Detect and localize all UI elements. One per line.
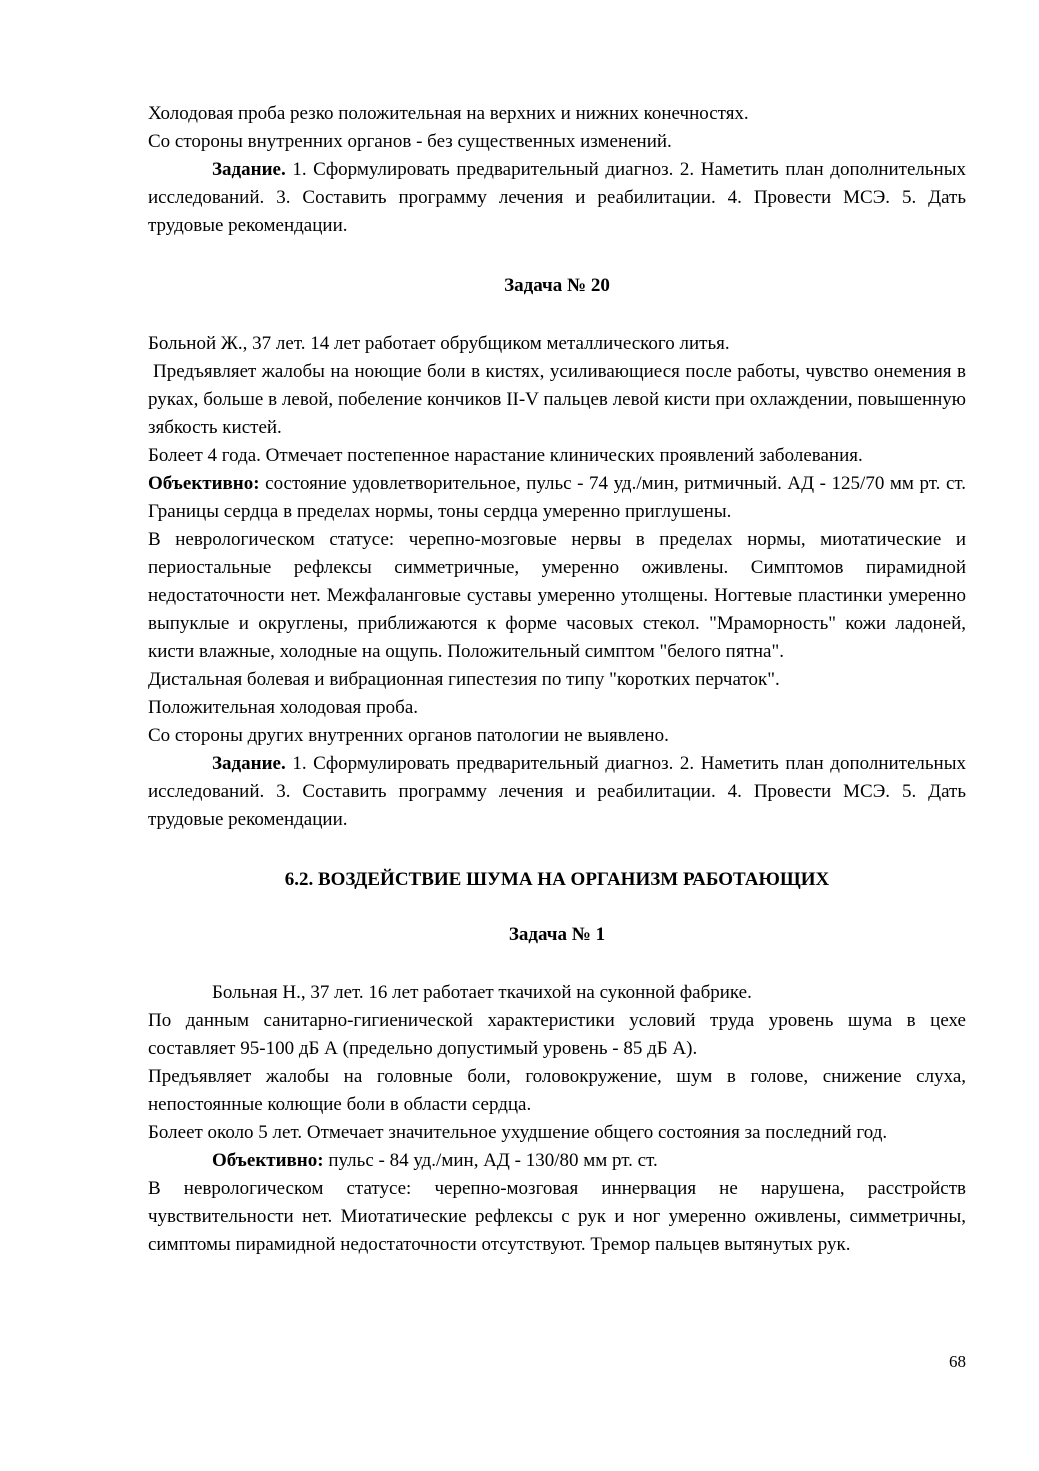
assignment-paragraph [148, 156, 966, 240]
hygiene-paragraph: По данным санитарно-гигиенической характеристики условий труда уровень шума в цехе составляет 95-100 дБ А (предельно допустимый уровень - 85 дБ А). [148, 1010, 966, 1059]
assignment-paragraph-20 [148, 750, 966, 834]
neuro-paragraph-1: В неврологическом статусе: черепно-мозговая иннервация не нарушена, расстройств чувствительности нет. Миотатические рефлексы с рук и ног умеренно оживлены, симметричны, симптомы пирамидной недостаточности отсутствуют. Тремор пальцев вытянутых рук. [148, 1178, 966, 1255]
objective-text-1: пульс - 84 уд./мин, АД - 130/80 мм рт. ст. [323, 1150, 658, 1171]
objective-text: состояние удовлетворительное, пульс - 74 уд./мин, ритмичный. АД - 125/70 мм рт. ст. Границы сердца в пределах нормы, тоны сердца умеренно приглушены. [148, 473, 966, 522]
assignment-text-20: 1. Сформулировать предварительный диагноз. 2. Наметить план дополнительных исследований. 3. Составить программу лечения и реабилитации. 4. Провести МСЭ. 5. Дать трудовые рекомендации. [148, 753, 966, 830]
assignment-label: Задание. [212, 159, 286, 180]
complaints-paragraph: Предъявляет жалобы на ноющие боли в кистях, усиливающиеся после работы, чувство онемения в руках, больше в левой, побеление кончиков II-V пальцев левой кисти при охлаждении, повышенную зябкость кистей. [148, 361, 966, 438]
objective-label-1: Объективно: [212, 1150, 324, 1171]
patient-line-1: Больная Н., 37 лет. 16 лет работает ткачихой на суконной фабрике. [212, 982, 752, 1003]
task-20-heading: Задача № 20 [504, 275, 610, 296]
cold-test-line: Холодовая проба резко положительная на верхних и нижних конечностях. [148, 103, 749, 124]
objective-paragraph-1 [148, 1147, 966, 1175]
objective-label: Объективно: [148, 473, 260, 494]
other-organs-line: Со стороны других внутренних органов патологии не выявлено. [148, 725, 669, 746]
complaints-paragraph-1: Предъявляет жалобы на головные боли, головокружение, шум в голове, снижение слуха, непостоянные колющие боли в области сердца. [148, 1066, 966, 1115]
neuro-paragraph: В неврологическом статусе: черепно-мозговые нервы в пределах нормы, миотатические и периостальные рефлексы симметричные, умеренно оживлены. Симптомов пирамидной недостаточности нет. Межфаланговые суставы умеренно утолщены. Ногтевые пластинки умеренно выпуклые и округлены, приближаются к форме часовых стекол. "Мраморность" кожи ладоней, кисти влажные, холодные на ощупь. Положительный симптом "белого пятна". [148, 529, 966, 662]
assignment-text: 1. Сформулировать предварительный диагноз. 2. Наметить план дополнительных исследований. 3. Составить программу лечения и реабилитации. 4. Провести МСЭ. 5. Дать трудовые рекомендации. [148, 159, 966, 236]
section-heading: 6.2. ВОЗДЕЙСТВИЕ ШУМА НА ОРГАНИЗМ РАБОТАЮЩИХ [284, 869, 830, 890]
page-number: 68 [949, 1352, 966, 1371]
hypoesthesia-line: Дистальная болевая и вибрационная гипестезия по типу "коротких перчаток". [148, 669, 780, 690]
objective-paragraph [148, 470, 966, 526]
organs-line: Со стороны внутренних органов - без существенных изменений. [148, 131, 672, 152]
document-page [148, 100, 966, 1259]
task-1-heading: Задача № 1 [508, 924, 606, 945]
cold-test-positive-line: Положительная холодовая проба. [148, 697, 419, 718]
history-paragraph-1: Болеет около 5 лет. Отмечает значительное ухудшение общего состояния за последний год. [148, 1122, 888, 1143]
history-line: Болеет 4 года. Отмечает постепенное нарастание клинических проявлений заболевания. [148, 445, 863, 466]
assignment-label-20: Задание. [212, 753, 286, 774]
patient-line: Больной Ж., 37 лет. 14 лет работает обрубщиком металлического литья. [148, 333, 730, 354]
